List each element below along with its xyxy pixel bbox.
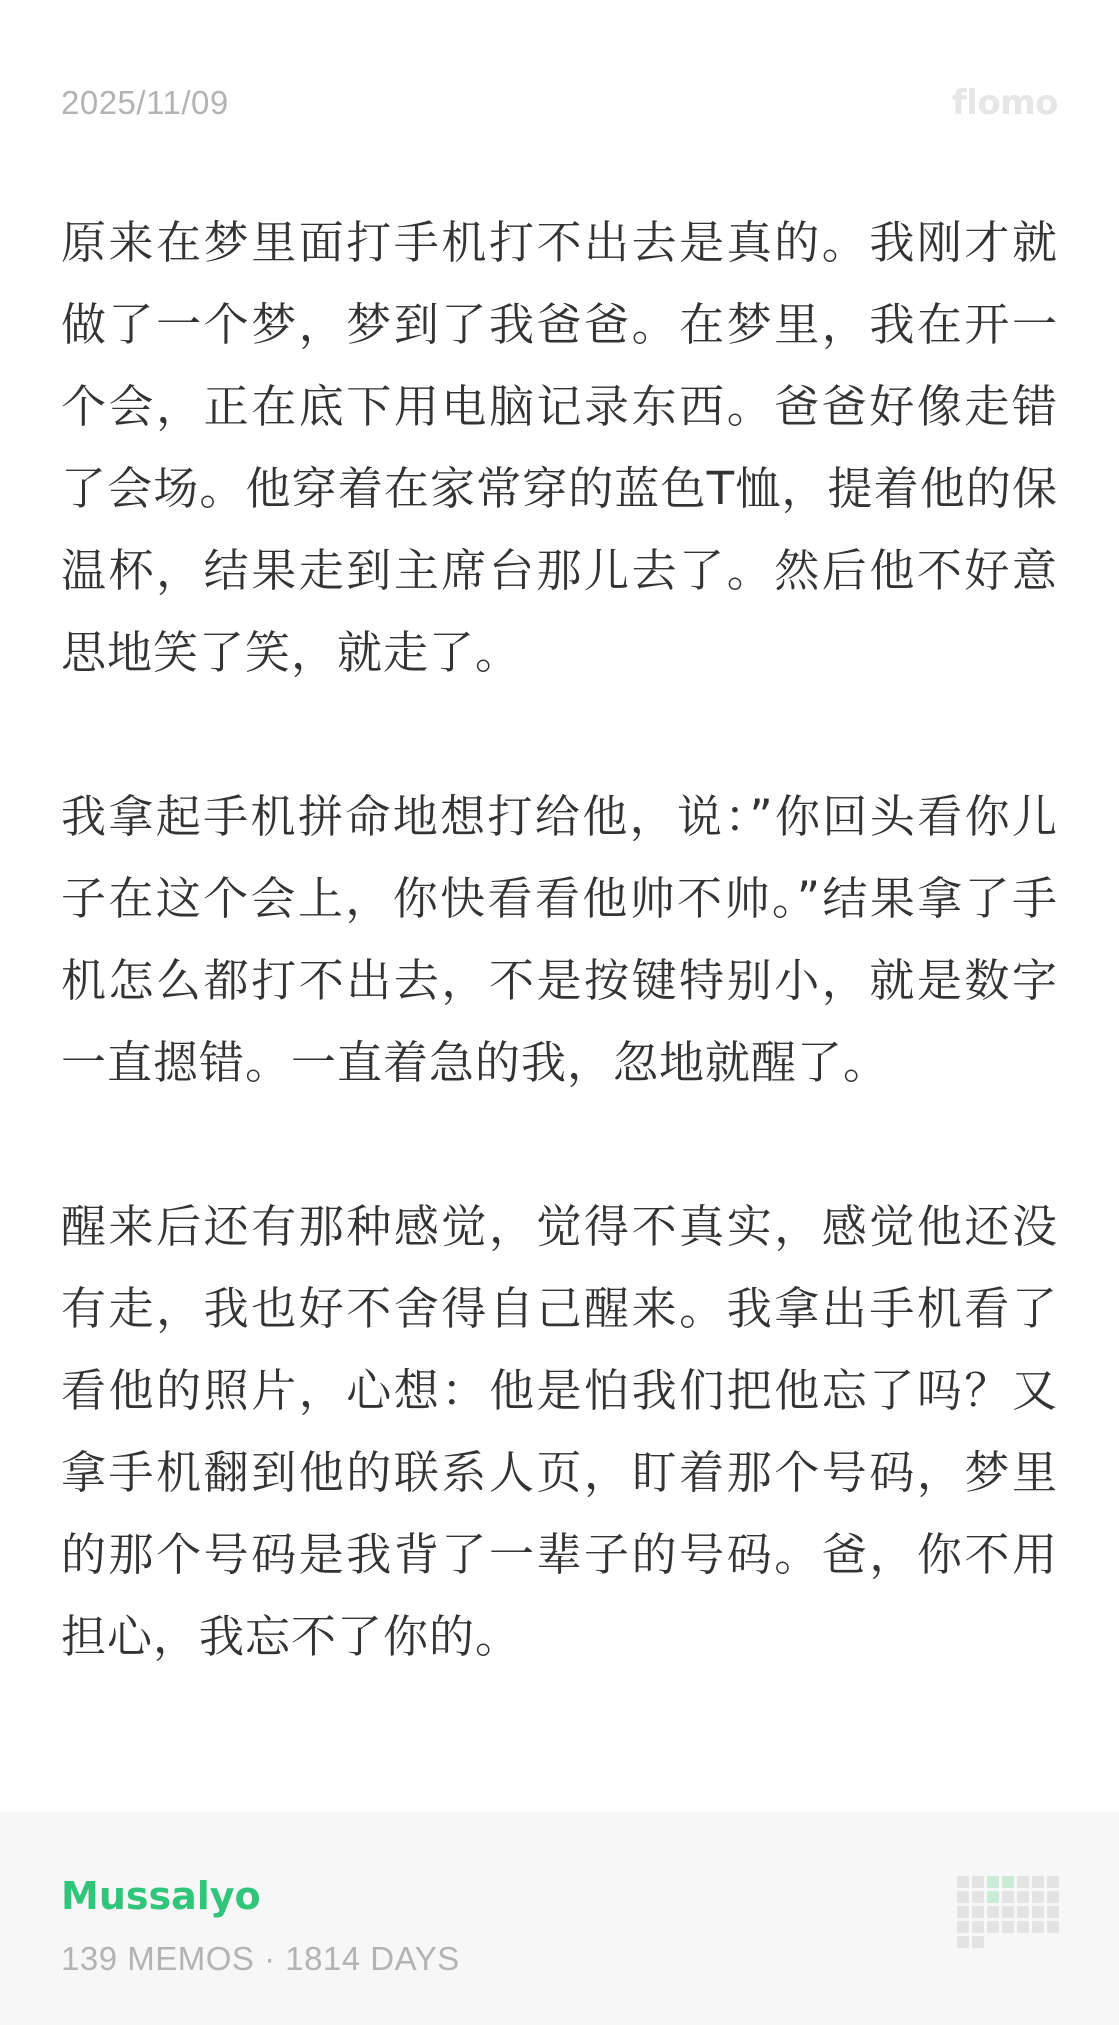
heatmap-cell [987, 1906, 999, 1918]
heatmap-cell [972, 1876, 984, 1888]
heatmap-cell [972, 1936, 984, 1948]
memo-content [61, 202, 1058, 1760]
memo-date: 2025/11/09 [61, 84, 229, 121]
heatmap-cell [957, 1876, 969, 1888]
memo-paragraph: 醒来后还有那种感觉，觉得不真实，感觉他还没有走，我也好不舍得自己醒来。我拿出手机看了看他的照片，心想：他是怕我们把他忘了吗？又拿手机翻到他的联系人页，盯着那个号码，梦里的那个号码是我背了一辈子的号码。爸，你不用担心，我忘不了你的。 [61, 1200, 1058, 1663]
activity-heatmap-icon [957, 1876, 1059, 1948]
heatmap-cell [1017, 1876, 1029, 1888]
author-footer [0, 1812, 1119, 2025]
heatmap-cell [957, 1906, 969, 1918]
heatmap-cell [1032, 1876, 1044, 1888]
memo-header [61, 78, 1058, 128]
heatmap-cell [972, 1891, 984, 1903]
heatmap-cell [1002, 1876, 1014, 1888]
flomo-logo: flomo [951, 83, 1058, 123]
heatmap-cell [1047, 1891, 1059, 1903]
memo-paragraph: 原来在梦里面打手机打不出去是真的。我刚才就做了一个梦，梦到了我爸爸。在梦里，我在开一个会，正在底下用电脑记录东西。爸爸好像走错了会场。他穿着在家常穿的蓝色T恤，提着他的保温杯，结果走到主席台那儿去了。然后他不好意思地笑了笑，就走了。 [61, 216, 1058, 679]
heatmap-cell [1047, 1906, 1059, 1918]
heatmap-cell [987, 1891, 999, 1903]
heatmap-cell [1032, 1891, 1044, 1903]
heatmap-cell [957, 1921, 969, 1933]
heatmap-cell [1002, 1906, 1014, 1918]
heatmap-cell [972, 1906, 984, 1918]
heatmap-cell [1017, 1921, 1029, 1933]
heatmap-cell [1032, 1906, 1044, 1918]
heatmap-cell [1017, 1906, 1029, 1918]
heatmap-cell [1047, 1876, 1059, 1888]
heatmap-cell [957, 1891, 969, 1903]
author-name: Mussalyo [61, 1874, 261, 1918]
heatmap-cell [987, 1876, 999, 1888]
heatmap-cell [1002, 1921, 1014, 1933]
heatmap-cell [972, 1921, 984, 1933]
heatmap-cell [1047, 1921, 1059, 1933]
memo-stats: 139 MEMOS · 1814 DAYS [61, 1940, 460, 1977]
heatmap-cell [1017, 1891, 1029, 1903]
heatmap-cell [957, 1936, 969, 1948]
heatmap-cell [1032, 1921, 1044, 1933]
heatmap-cell [987, 1921, 999, 1933]
heatmap-cell [1002, 1891, 1014, 1903]
memo-paragraph: 我拿起手机拼命地想打给他，说：”你回头看你儿子在这个会上，你快看看他帅不帅。”结果拿了手机怎么都打不出去，不是按键特别小，就是数字一直摁错。一直着急的我，忽地就醒了。 [61, 790, 1058, 1089]
